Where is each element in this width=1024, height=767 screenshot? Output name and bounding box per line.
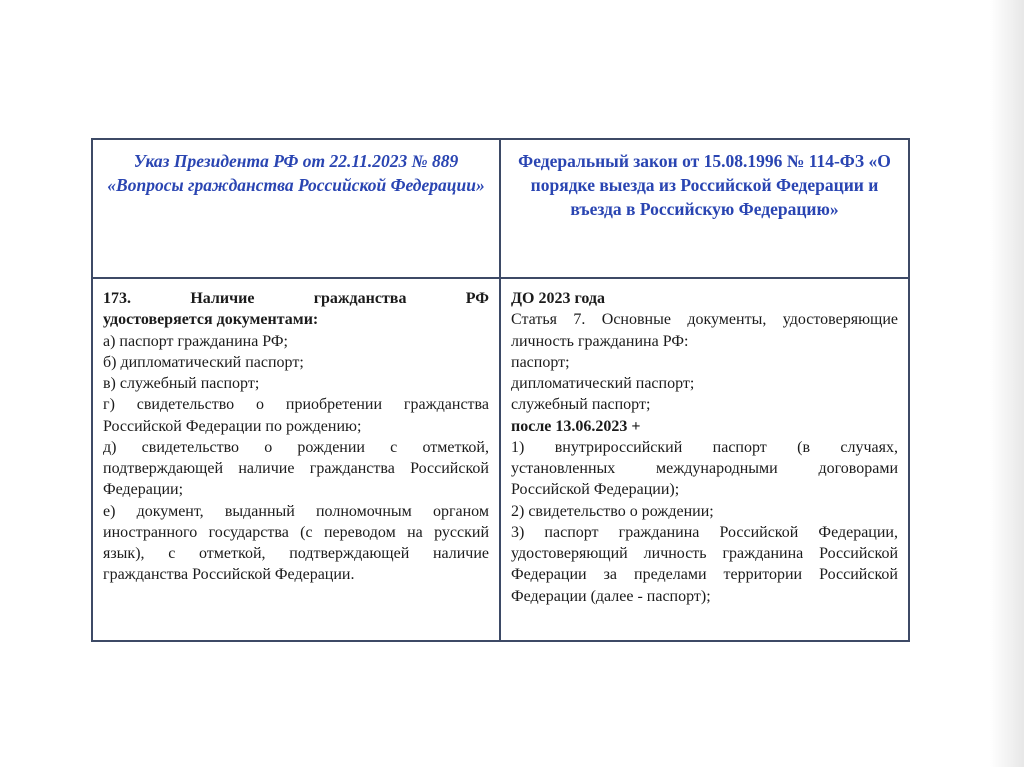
doc-item-3: служебный паспорт; (511, 396, 651, 414)
right-header-cell: Федеральный закон от 15.08.1996 № 114-ФЗ «О порядке выезда из Российской Федерации и въезда в Российскую Федерацию» (500, 139, 909, 278)
before-2023-heading: ДО 2023 года (511, 290, 605, 307)
left-header-cell: Указ Президента РФ от 22.11.2023 № 889 «Вопросы гражданства Российской Федерации» (92, 139, 500, 278)
doc-item-1: паспорт; (511, 353, 570, 371)
new-list-item-2: 2) свидетельство о рождении; (511, 502, 714, 520)
list-item-g: г) свидетельство о приобретении гражданства Российской Федерации по рождению; (103, 396, 489, 435)
article-7-text: Статья 7. Основные документы, удостоверяющие личность гражданина РФ: (511, 311, 898, 350)
after-date-heading: после 13.06.2023 + (511, 417, 641, 435)
new-list-item-1: 1) внутрироссийский паспорт (в случаях, установленных международными договорами Российской Федерации); (511, 438, 898, 499)
comparison-table (91, 138, 910, 642)
list-item-b: б) дипломатический паспорт; (103, 353, 304, 371)
list-item-a: а) паспорт гражданина РФ; (103, 332, 288, 350)
left-body-cell (92, 278, 500, 641)
intro-line-1: 173. Наличие гражданства РФ (103, 290, 489, 307)
list-item-e: е) документ, выданный полномочным органом иностранного государства (с переводом на русский язык), с отметкой, подтверждающей наличие гражданства Российской Федерации. (103, 502, 489, 584)
intro-line-2: удостоверяется документами: (103, 311, 319, 329)
new-list-item-3: 3) паспорт гражданина Российской Федерации, удостоверяющий личность гражданина Российской Федерации за пределами территории Российской Федерации (далее - паспорт); (511, 523, 898, 605)
doc-item-2: дипломатический паспорт; (511, 375, 695, 393)
body-row (92, 278, 909, 641)
right-body-cell (500, 278, 909, 641)
list-item-d: д) свидетельство о рождении с отметкой, подтверждающей наличие гражданства Российской Федерации; (103, 438, 489, 499)
header-row (92, 139, 909, 278)
page-edge-shadow (990, 0, 1024, 767)
list-item-v: в) служебный паспорт; (103, 375, 260, 393)
